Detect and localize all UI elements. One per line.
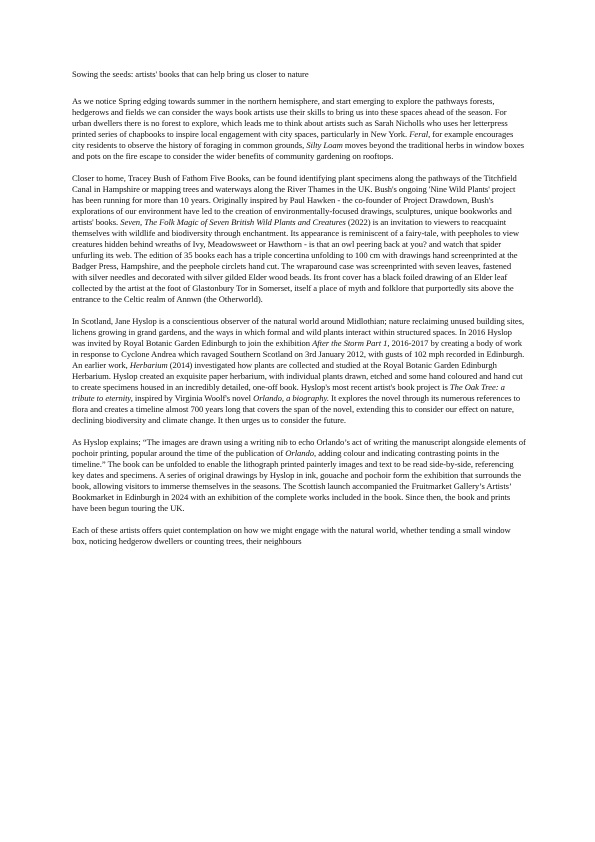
paragraph-3-text-b: 2016-2017 by creating a body of work in response to Cyclone Andrea which ravaged Southern Scotland on 3rd January 2012, with gusts of 102 mph recorded in Edinburgh. An earlier work, — [72, 338, 525, 370]
paragraph-4-text-b: , adding colour and indicating contrasting points in the timeline.” The book can be unfolded to enable the lithograph printed painterly images and text to be read side-by-side, referencing key dates and specimens. A series of original drawings by Hyslop in ink, gouache and pochoir form the exhibition that surrounds the book, allowing visitors to immerse themselves in the seasons. The Scottish launch accompanied the Fruitmarket Gallery’s Artists’ Bookmarket in Edinburgh in 2024 with an exhibition of the complete works included in the book. Since then, the book and prints have been begun touring the UK. — [72, 448, 522, 513]
paragraph-2 — [72, 173, 526, 305]
paragraph-1-text-b: , for example encourages city residents to observe the history of foraging in common grounds, — [72, 129, 514, 150]
paragraph-1 — [72, 96, 526, 162]
title-seven: Seven, The Folk Magic of Seven British Wild Plants and Creatures — [120, 217, 346, 227]
paragraph-2-text-a: Closer to home, Tracey Bush of Fathom Five Books, can be found identifying plant specimens along the pathways of the Titchfield Canal in Hampshire or mapping trees and waterways along the River Thames in the UK. Bush's ongoing 'Nine Wild Plants' project has been running for more than 10 years. Originally inspired by Paul Hawken - the co-founder of Project Drawdown, Bush's explorations of our environment have led to the creation of environmentally-focused drawings, sculptures, unique bookworks and artists' books. — [72, 173, 517, 227]
title-orlando: Orlando — [285, 448, 315, 458]
title-silty-loam: Silty Loam — [306, 140, 343, 150]
paragraph-3 — [72, 316, 526, 426]
title-orlando-biography: Orlando, a biography. — [253, 393, 329, 403]
paragraph-3-text-d: inspired by Virginia Woolf's novel — [132, 393, 254, 403]
paragraph-3-text-c: (2014) investigated how plants are collected and studied at the Royal Botanic Garden Edinburgh Herbarium. Hyslop created an exquisite paper herbarium, with individual plants drawn, etched and some hand coloured and hand cut to create specimens housed in an incredibly detailed, one-off book. Hyslop's most recent artist's book project is — [72, 360, 523, 392]
paragraph-3-text-a: In Scotland, Jane Hyslop is a conscientious observer of the natural world around Midlothian; nature reclaiming unused building sites, lichens growing in grand gardens, and the ways in which formal and wild plants interact within structured spaces. In 2016 Hyslop was invited by Royal Botanic Garden Edinburgh to join the exhibition — [72, 316, 525, 348]
title-after-the-storm: After the Storm Part 1, — [312, 338, 390, 348]
title-feral: Feral — [409, 129, 429, 139]
paragraph-2-text-b: (2022) is an invitation to viewers to reacquaint themselves with wildlife and biodiversity through enchantment. Its appearance is reminiscent of a fairy-tale, with peepholes to view creatures hidden behind wreaths of Ivy, Meadowsweet or Hawthorn - is that an owl peering back at you? and watch that spider unfurling its web. The edition of 35 books each has a triple concertina unfolding to 100 cm with drawings hand screenprinted at the Badger Press, Hampshire, and the peephole circlets hand cut. The wraparound case was screenprinted with seven leaves, fastened with silver needles and decorated with silver gilded Elder wood beads. Its front cover has a black foiled drawing of an Elder leaf collected by the artist at the foot of Glastonbury Tor in Somerset, itself a place of myth and folklore that purportedly sits above the entrance to the Celtic realm of Annwn (the Otherworld). — [72, 217, 520, 304]
title-the-oak-tree: The Oak Tree: a tribute to eternity, — [72, 382, 505, 403]
title-herbarium: Herbarium — [129, 360, 168, 370]
paragraph-4 — [72, 437, 526, 514]
paragraph-1-text-a: As we notice Spring edging towards summer in the northern hemisphere, and start emerging to explore the pathways forests, hedgerows and fields we can consider the ways book artists use their skills to bring us into these spaces ahead of the season. For urban dwellers there is no forest to explore, which leads me to think about artists such as Sarah Nicholls who uses her letterpress printed series of chapbooks to inspire local engagement with city spaces, particularly in New York. — [72, 96, 508, 139]
paragraph-5-text-a: Each of these artists offers quiet contemplation on how we might engage with the natural world, whether tending a small window box, noticing hedgerow dwellers or counting trees, their neighbours — [72, 525, 511, 546]
paragraph-4-text-a: As Hyslop explains; “The images are drawn using a writing nib to echo Orlando’s act of writing the manuscript alongside elements of pochoir printing, popular around the time of the publication of — [72, 437, 526, 458]
paragraph-1-text-c: moves beyond the traditional herbs in window boxes and pots on the fire escape to consider the wider benefits of community gardening on rooftops. — [72, 140, 525, 161]
paragraph-3-text-e: It explores the novel through its numerous references to flora and creates a timeline almost 700 years long that covers the span of the novel, extending this to consider our effect on nature, declining biodiversity and climate change. It then urges us to consider the future. — [72, 393, 521, 425]
article-title: Sowing the seeds: artists' books that can help bring us closer to nature — [72, 69, 309, 79]
paragraph-5 — [72, 525, 526, 547]
article-body — [72, 69, 526, 558]
